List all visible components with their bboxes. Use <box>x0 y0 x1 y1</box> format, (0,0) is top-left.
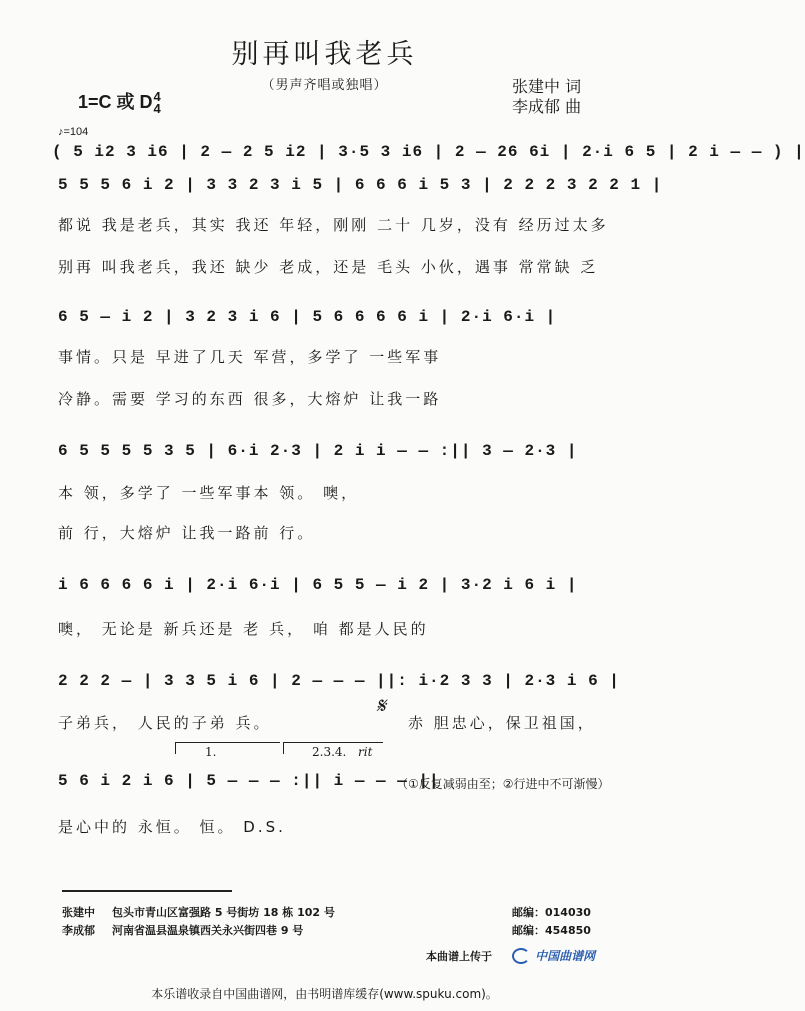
time-top: 4 <box>153 89 161 105</box>
lyricist: 张建中 词 <box>512 77 582 96</box>
volta1-bracket-left <box>175 742 176 754</box>
row1-lyric-verse1: 都说 我是老兵，其实 我还 年轻，刚刚 二十 几岁，没有 经历过太多 <box>58 216 609 234</box>
bottom-note: 本乐谱收录自中国曲谱网，由书明谱库缓存(www.spuku.com)。 <box>151 987 498 1001</box>
addr1-name: 张建中 <box>62 906 95 919</box>
intro-notes: ( 5 i2 3 i6 | 2 — 2 5 i2 | 3·5 3 i6 | 2 — 26 6i | 2·i 6 5 | 2 i — — ) | <box>52 143 805 161</box>
rit-mark: rit <box>358 745 373 759</box>
row3-lyric-verse2: 前 行，大熔炉 让我一路前 行。 <box>58 524 316 542</box>
page-title: 别再叫我老兵 <box>231 39 418 70</box>
row2-lyric-verse1: 事情。只是 早进了几天 军营，多学了 一些军事 <box>58 348 442 366</box>
row5-notes: 2 2 2 — | 3 3 5 i 6 | 2 — — — ||: i·2 3 3 | 2·3 i 6 | <box>58 672 620 690</box>
site-logo[interactable] <box>512 945 595 964</box>
time-bottom: 4 <box>153 101 161 117</box>
addr2-text: 河南省温县温泉镇西关永兴街四巷 9 号 <box>112 924 304 937</box>
key-signature <box>78 88 161 115</box>
site-name: 中国曲谱网 <box>535 949 596 963</box>
subtitle: （男声齐唱或独唱） <box>261 78 388 93</box>
row1-lyric-verse2: 别再 叫我老兵，我还 缺少 老成，还是 毛头 小伙，遇事 常常缺 乏 <box>58 258 599 276</box>
volta1-label: 1. <box>205 745 217 759</box>
composer: 李成郁 曲 <box>512 97 582 116</box>
performance-note: （①反复减弱由至；②行进中不可渐慢） <box>396 777 610 791</box>
row2-notes: 6 5 — i 2 | 3 2 3 i 6 | 5 6 6 6 6 i | 2·i 6·i | <box>58 308 557 326</box>
volta2-bracket-left <box>283 742 284 754</box>
addr2-zip: 邮编：454850 <box>512 924 591 937</box>
volta1-bracket <box>175 742 280 743</box>
row4-notes: i 6 6 6 6 i | 2·i 6·i | 6 5 5 — i 2 | 3·2 i 6 i | <box>58 576 578 594</box>
footer-divider <box>62 890 232 892</box>
row2-lyric-verse2: 冷静。需要 学习的东西 很多，大熔炉 让我一路 <box>58 390 442 408</box>
addr2-name: 李成郁 <box>62 924 95 937</box>
addr1-zip: 邮编：014030 <box>512 906 591 919</box>
upload-label: 本曲谱上传于 <box>426 950 492 963</box>
row5-lyric-a: 子弟兵， 人民的子弟 兵。 <box>58 714 272 732</box>
row6-notes: 5 6 i 2 i 6 | 5 — — — :|| i — — — || <box>58 772 440 790</box>
tempo-mark: ♪=104 <box>58 126 89 138</box>
row3-lyric-verse1: 本 领，多学了 一些军事本 领。 噢， <box>58 484 360 502</box>
volta2-label: 2.3.4. <box>312 745 347 759</box>
volta2-bracket <box>283 742 383 743</box>
row3-notes: 6 5 5 5 5 3 5 | 6·i 2·3 | 2 i i — — :|| 3 — 2·3 | <box>58 442 578 460</box>
row6-lyric: 是心中的 永恒。 恒。 D.S. <box>58 818 286 836</box>
site-logo-icon <box>512 948 530 964</box>
key-base: 1=C 或 D <box>78 92 153 112</box>
row4-lyric: 噢， 无论是 新兵还是 老 兵， 咱 都是人民的 <box>58 620 429 638</box>
row1-notes: 5 5 5 6 i 2 | 3 3 2 3 i 5 | 6 6 6 i 5 3 | 2 2 2 3 2 2 1 | <box>58 176 663 194</box>
segno-sign: 𝄋 <box>376 694 386 719</box>
row5-lyric-b: 赤 胆忠心，保卫祖国， <box>408 714 596 732</box>
addr1-text: 包头市青山区富强路 5 号街坊 18 栋 102 号 <box>112 906 335 919</box>
